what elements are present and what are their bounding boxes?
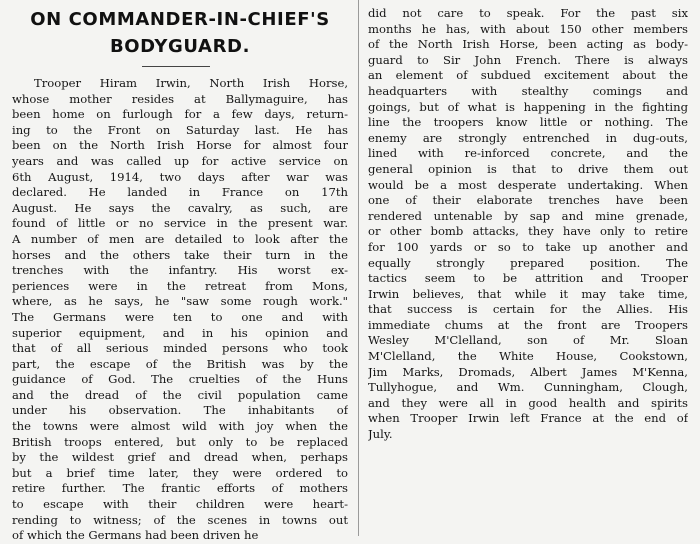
- article-text-line: periences were in the retreat from Mons,: [12, 278, 348, 293]
- article-text-line: years and was called up for active service on: [12, 153, 348, 168]
- article-text-line: enemy are strongly entrenched in dug-outs,: [368, 130, 688, 145]
- article-text-line: months he has, with about 150 other members: [368, 21, 688, 36]
- article-text-line: guard to Sir John French. There is always: [368, 52, 688, 67]
- article-text-line: that success is certain for the Allies. His: [368, 302, 688, 317]
- article-text-line: of which the Germans had been driven he: [12, 528, 259, 543]
- article-text-line: whose mother resides at Ballymaguire, has: [12, 91, 348, 106]
- article-text-line: of the North Irish Horse, been acting as body-: [368, 37, 688, 52]
- article-text-line: retire further. The frantic efforts of mothers: [12, 481, 348, 496]
- article-text-line: to escape with their children were heart-: [12, 497, 348, 512]
- article-text-line: where, as he says, he "saw some rough work.": [12, 294, 348, 309]
- article-text-line: but a brief time later, they were ordered to: [12, 465, 348, 480]
- article-text-line: the towns were almost wild with joy when the: [12, 419, 348, 434]
- article-text-line: Trooper Hiram Irwin, North Irish Horse,: [34, 76, 348, 90]
- article-text-line: that of all serious minded persons who took: [12, 341, 348, 356]
- article-text-line: equally strongly prepared position. The: [368, 255, 688, 270]
- left-column: [12, 76, 348, 544]
- article-text-line: part, the escape of the British was by the: [12, 356, 348, 371]
- article-text-line: guidance of God. The cruelties of the Huns: [12, 372, 348, 387]
- article-text-line: when Trooper Irwin left France at the end of: [368, 411, 688, 426]
- article-text-line: August. He says the cavalry, as such, are: [12, 200, 348, 215]
- article-text-line: 6th August, 1914, two days after war was: [12, 169, 348, 184]
- article-text-line: under his observation. The inhabitants of: [12, 403, 348, 418]
- column-rule: [358, 0, 359, 536]
- article-text-line: tactics seem to be attrition and Trooper: [368, 271, 688, 286]
- article-text-line: British troops entered, but only to be replaced: [12, 434, 348, 449]
- article-text-line: Wesley M'Clelland, son of Mr. Sloan: [368, 333, 688, 348]
- article-text-line: ing to the Front on Saturday last. He has: [12, 122, 348, 137]
- article-text-line: been on the North Irish Horse for almost four: [12, 138, 348, 153]
- article-text-line: general opinion is that to drive them out: [368, 161, 688, 176]
- headline-divider: [142, 66, 210, 67]
- article-text-line: horses and the others take their turn in the: [12, 247, 348, 262]
- article-text-line: headquarters with stealthy comings and: [368, 83, 688, 98]
- article-text-line: Tullyhogue, and Wm. Cunningham, Clough,: [368, 380, 688, 395]
- article-text-line: lined with re-inforced concrete, and the: [368, 146, 688, 161]
- article-headline: [10, 6, 350, 60]
- article-text-line: rending to witness; of the scenes in towns out: [12, 512, 348, 527]
- article-text-line: did not care to speak. For the past six: [368, 6, 688, 20]
- headline-line-2: BODYGUARD.: [109, 36, 251, 57]
- article-text-line: trenches with the infantry. His worst ex-: [12, 263, 348, 278]
- article-text-line: declared. He landed in France on 17th: [12, 185, 348, 200]
- article-text-line: goings, but of what is happening in the fighting: [368, 99, 688, 114]
- article-text-line: been home on furlough for a few days, return-: [12, 107, 348, 122]
- article-text-line: July.: [368, 427, 393, 442]
- article-text-line: Irwin believes, that while it may take time,: [368, 286, 688, 301]
- article-text-line: by the wildest grief and dread when, perhaps: [12, 450, 348, 465]
- article-text-line: immediate chums at the front are Troopers: [368, 317, 688, 332]
- article-text-line: or other bomb attacks, they have only to retire: [368, 224, 688, 239]
- article-text-line: and they were all in good health and spirits: [368, 395, 688, 410]
- article-text-line: found of little or no service in the present war.: [12, 216, 348, 231]
- article-text-line: Jim Marks, Dromads, Albert James M'Kenna,: [368, 364, 688, 379]
- right-column: [368, 6, 688, 443]
- article-text-line: one of their elaborate trenches have been: [368, 193, 688, 208]
- headline-line-1: ON COMMANDER-IN-CHIEF'S: [30, 9, 330, 30]
- article-text-line: an element of subdued excitement about the: [368, 68, 688, 83]
- article-text-line: M'Clelland, the White House, Cookstown,: [368, 349, 688, 364]
- article-text-line: A number of men are detailed to look after the: [12, 231, 348, 246]
- article-text-line: would be a most desperate undertaking. When: [368, 177, 688, 192]
- article-text-line: rendered untenable by sap and mine grenade,: [368, 208, 688, 223]
- article-text-line: and the dread of the civil population came: [12, 387, 348, 402]
- article-text-line: line the troopers know little or nothing. The: [368, 115, 688, 130]
- article-text-line: The Germans were ten to one and with: [12, 309, 348, 324]
- article-text-line: superior equipment, and in his opinion and: [12, 325, 348, 340]
- article-text-line: for 100 yards or so to take up another and: [368, 239, 688, 254]
